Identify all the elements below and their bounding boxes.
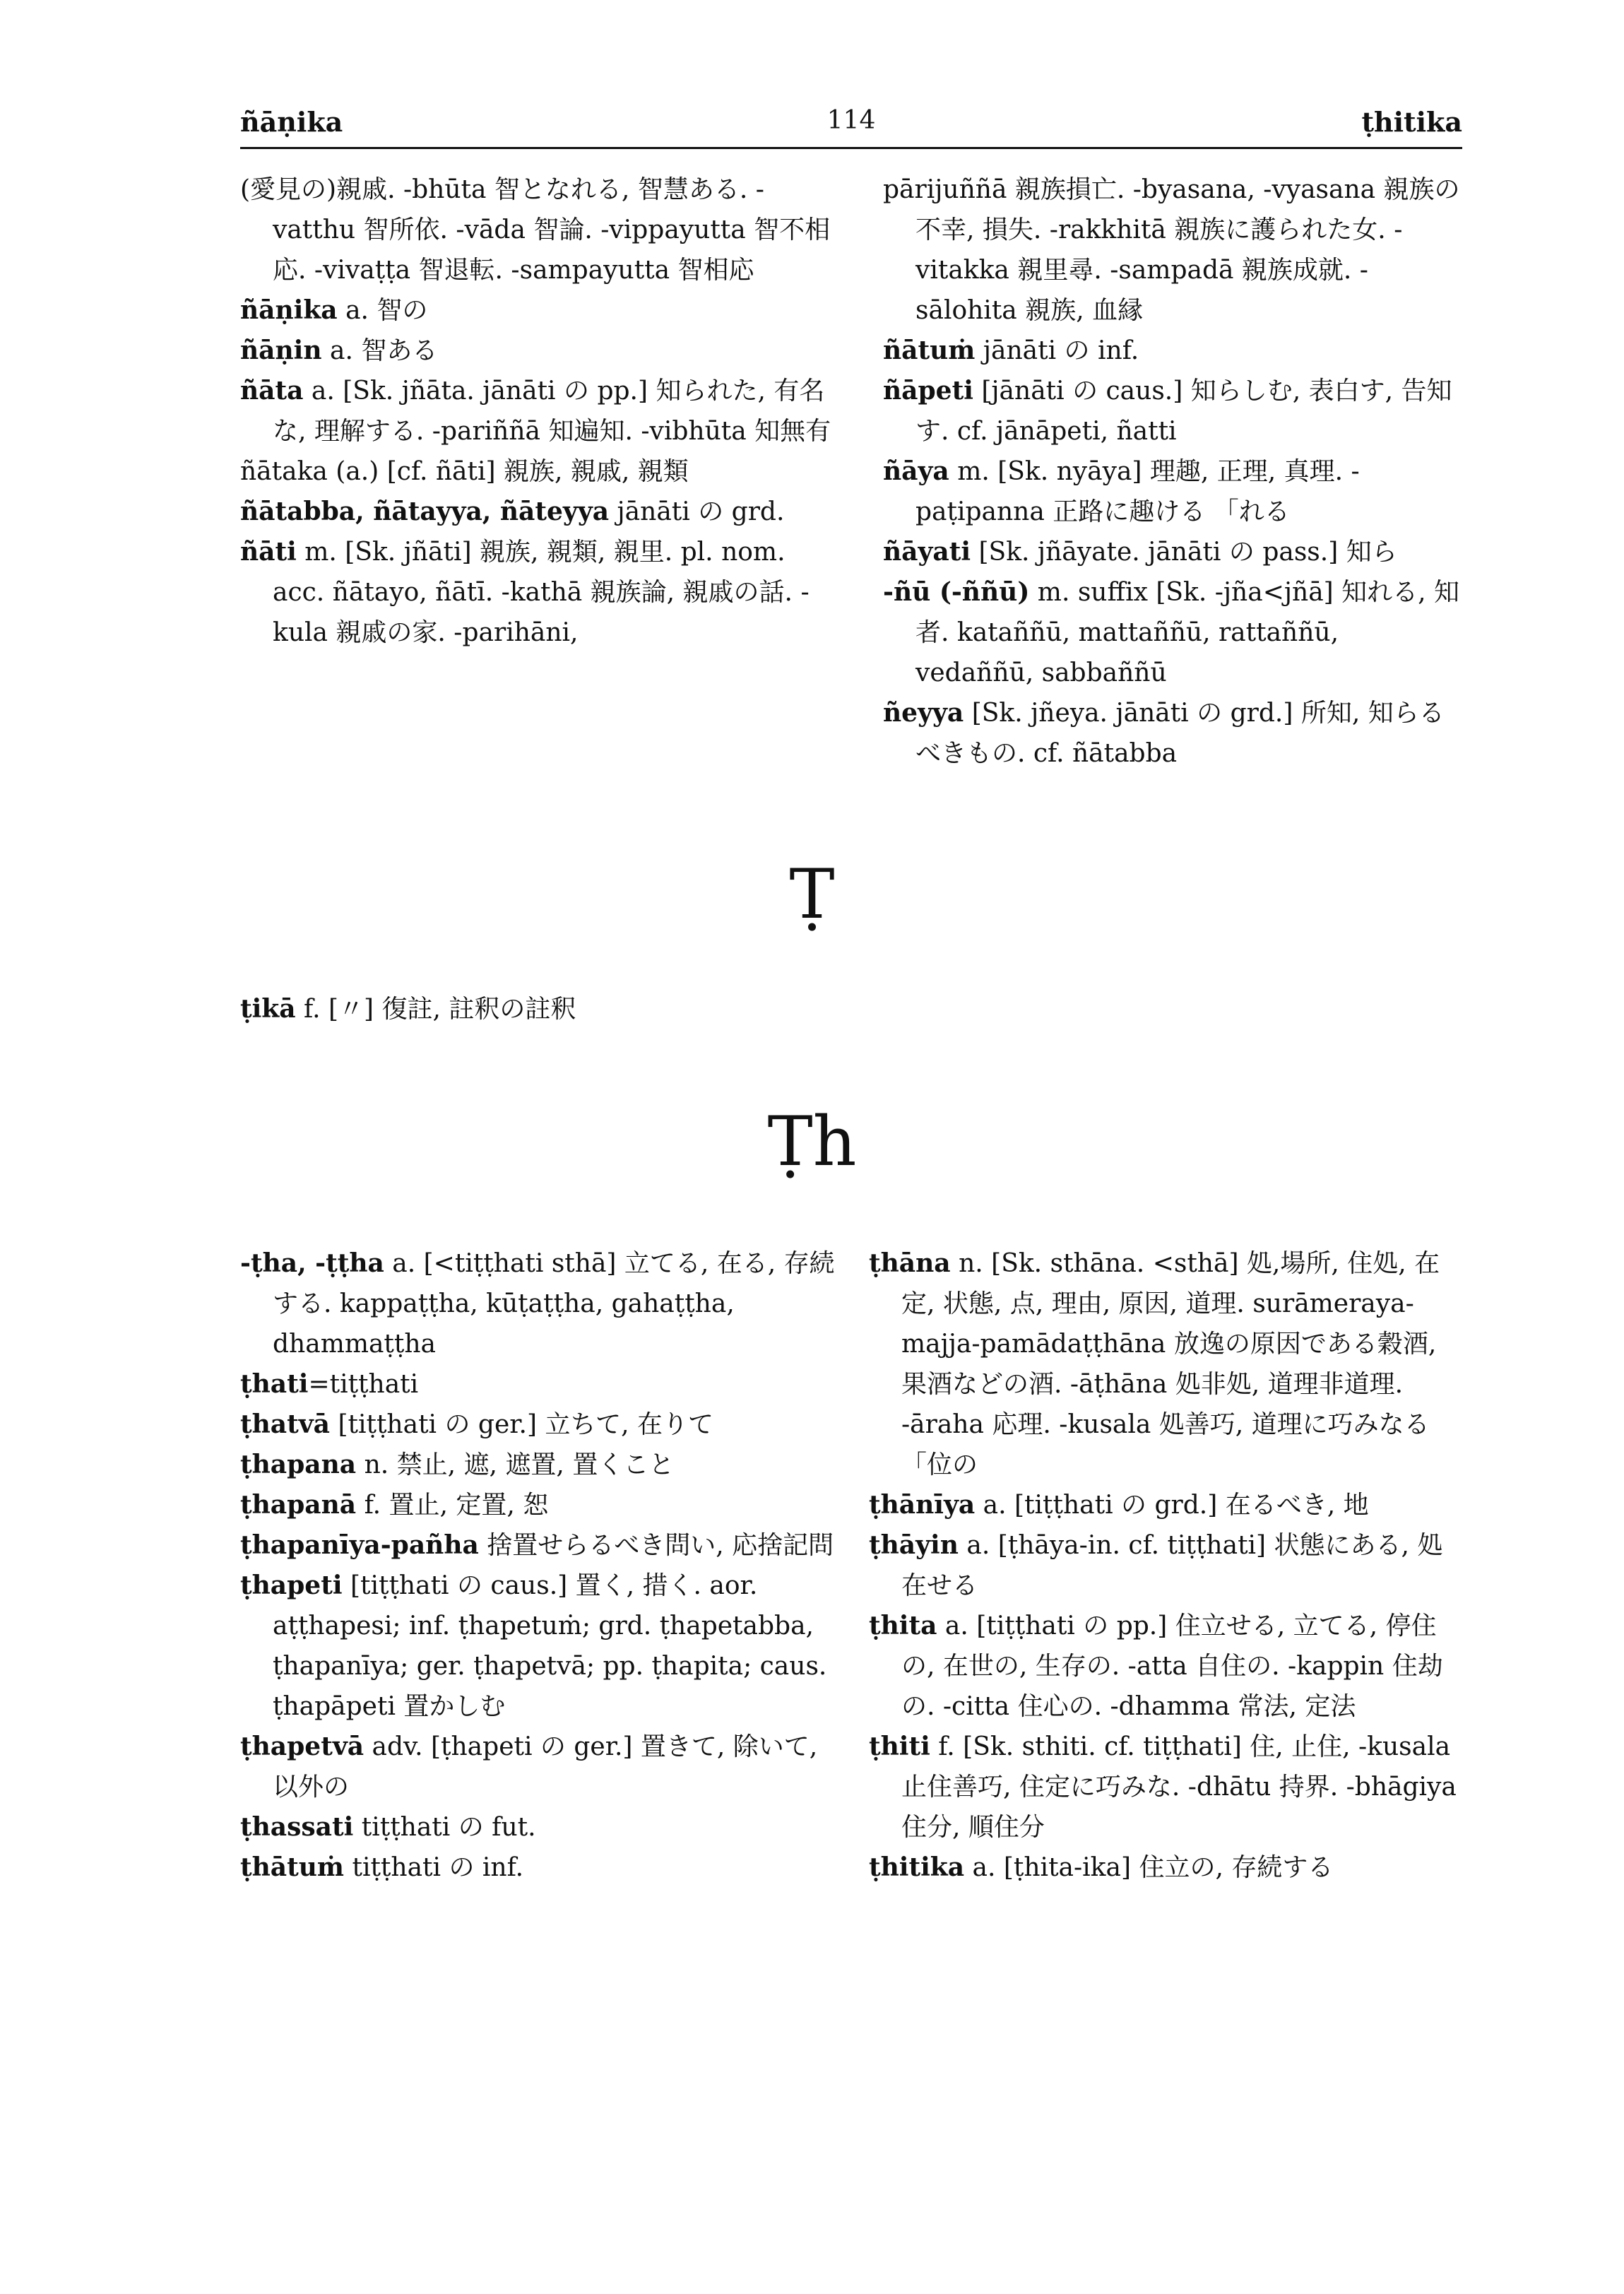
dictionary-entry xyxy=(240,1445,841,1485)
headword: ṭhati xyxy=(240,1369,309,1399)
page-header xyxy=(240,106,1462,148)
entry-definition: 捨置せらるべき問い, 応捨記問 xyxy=(478,1531,834,1560)
headword: -ñū (-ññū) xyxy=(883,577,1030,607)
header-left-guideword: ñāṇika xyxy=(240,106,343,138)
bottom-left-column xyxy=(240,1243,841,1888)
entry-definition: ñātaka (a.) [cf. ñāti] 親族, 親戚, 親類 xyxy=(240,457,689,486)
headword: ṭhapetvā xyxy=(240,1732,364,1761)
dictionary-entry xyxy=(240,1566,841,1727)
dictionary-entry xyxy=(883,451,1462,532)
headword: ñāti xyxy=(240,537,297,567)
entry-definition: a. 智の xyxy=(337,296,428,325)
headword: ṭhapana xyxy=(240,1450,357,1479)
dictionary-entry xyxy=(240,170,841,290)
dictionary-entry xyxy=(883,331,1462,371)
entry-definition: (愛見の)親戚. -bhūta 智となれる, 智慧ある. -vatthu 智所依. -vāda 智論. -vippayutta 智不相応. -vivaṭṭa 智退転. -sampayutta 智相応 xyxy=(240,175,831,285)
entry-definition: tiṭṭhati の inf. xyxy=(344,1853,524,1882)
entry-definition: [Sk. jñeya. jānāti の grd.] 所知, 知らるべきもの. cf. ñātabba xyxy=(915,699,1445,768)
entry-definition: =tiṭṭhati xyxy=(308,1370,419,1399)
headword: ṭhita xyxy=(869,1611,937,1640)
dictionary-entry xyxy=(240,1847,841,1888)
header-rule xyxy=(240,147,1462,149)
entry-definition: jānāti の grd. xyxy=(609,497,785,526)
section-heading-th: Ṭh xyxy=(767,1102,857,1181)
dictionary-entry xyxy=(883,572,1462,693)
top-left-column xyxy=(240,170,841,653)
entry-definition: jānāti の inf. xyxy=(975,336,1139,365)
entry-definition: [jānāti の caus.] 知らしむ, 表白す, 告知す. cf. jānāpeti, ñatti xyxy=(915,377,1452,446)
headword: ñāṇin xyxy=(240,336,322,365)
dictionary-entry xyxy=(869,1727,1462,1847)
dictionary-entry xyxy=(240,451,841,492)
entry-definition: m. [Sk. nyāya] 理趣, 正理, 真理. -paṭipanna 正路に趣ける 「れる xyxy=(915,457,1360,526)
dictionary-entry xyxy=(240,989,576,1029)
headword: ṭhatvā xyxy=(240,1409,331,1439)
dictionary-entry xyxy=(883,170,1462,331)
headword: ṭhānīya xyxy=(869,1490,976,1520)
entry-definition: n. 禁止, 遮, 遮置, 置くこと xyxy=(356,1450,675,1479)
dictionary-entry xyxy=(240,492,841,532)
headword: ṭhapanīya-pañha xyxy=(240,1530,479,1560)
dictionary-entry xyxy=(240,532,841,653)
entry-definition: tiṭṭhati の fut. xyxy=(353,1813,536,1842)
entry-definition: pārijuññā 親族損亡. -byasana, -vyasana 親族の不幸, 損失. -rakkhitā 親族に護られた女. -vitakka 親里尋. -sampadā 親族成就. -sālohita 親族, 血縁 xyxy=(883,175,1460,325)
dictionary-entry xyxy=(883,532,1462,572)
entry-definition: a. 智ある xyxy=(321,336,438,365)
dictionary-entry xyxy=(240,1485,841,1525)
entry-definition: a. [Sk. jñāta. jānāti の pp.] 知られた, 有名な, 理解する. -pariññā 知遍知. -vibhūta 知無有 xyxy=(273,377,831,446)
headword: ṭhāyin xyxy=(869,1530,959,1560)
entry-definition: a. [tiṭṭhati の pp.] 住立せる, 立てる, 停住の, 在世の, 生存の. -atta 自住の. -kappin 住劫の. -citta 住心の. -dhamma 常法, 定法 xyxy=(901,1612,1443,1721)
dictionary-entry xyxy=(240,1807,841,1847)
dictionary-entry xyxy=(869,1847,1462,1888)
headword: -ṭha, -ṭṭha xyxy=(240,1248,384,1278)
headword: ñāpeti xyxy=(883,376,973,406)
headword: ṭhitika xyxy=(869,1852,965,1882)
entry-definition: m. suffix [Sk. -jña<jñā] 知れる, 知者. kataññū, mattaññū, rattaññū, vedaññū, sabbaññū xyxy=(915,578,1460,687)
dictionary-entry xyxy=(869,1606,1462,1727)
entry-definition: [tiṭṭhati の ger.] 立ちて, 在りて xyxy=(330,1410,713,1439)
entry-definition: adv. [ṭhapeti の ger.] 置きて, 除いて, 以外の xyxy=(273,1732,818,1802)
headword: ṭhapanā xyxy=(240,1490,357,1520)
headword: ṭhiti xyxy=(869,1732,930,1761)
entry-definition: f. [〃] 復註, 註釈の註釈 xyxy=(295,995,576,1024)
dictionary-entry xyxy=(240,1243,841,1364)
dictionary-entry xyxy=(883,371,1462,451)
entry-definition: m. [Sk. jñāti] 親族, 親類, 親里. pl. nom. acc. ñātayo, ñātī. -kathā 親族論, 親戚の話. -kula 親戚の家. -parihāni, xyxy=(273,538,810,647)
dictionary-entry xyxy=(883,693,1462,774)
entry-definition: f. 置止, 定置, 恕 xyxy=(356,1491,549,1520)
top-right-column xyxy=(883,170,1462,774)
page-number: 114 xyxy=(826,106,876,135)
entry-definition: n. [Sk. sthāna. <sthā] 処,場所, 住処, 在定, 状態, 点, 理由, 原因, 道理. surāmeraya-majja-pamādaṭṭhāna 放逸の原因である穀酒, 果酒などの酒. -āṭhāna 処非処, 道理非道理. -āraha 応理. -kusala 処善巧, 道理に巧みなる 「位の xyxy=(901,1249,1440,1479)
dictionary-entry xyxy=(240,331,841,371)
headword: ṭhātuṁ xyxy=(240,1852,345,1882)
headword: ñāyati xyxy=(883,537,971,567)
entry-definition: a. [ṭhita-ika] 住立の, 存続する xyxy=(964,1853,1334,1882)
dictionary-entry xyxy=(869,1525,1462,1606)
header-right-guideword: ṭhitika xyxy=(1361,106,1462,138)
dictionary-entry xyxy=(240,1405,841,1445)
entry-definition: f. [Sk. sthiti. cf. tiṭṭhati] 住, 止住, -kusala 止住善巧, 住定に巧みな. -dhātu 持界. -bhāgiya 住分, 順住分 xyxy=(901,1732,1457,1842)
headword: ñātuṁ xyxy=(883,336,976,365)
headword: ñātabba, ñātayya, ñāteyya xyxy=(240,497,610,526)
dictionary-entry xyxy=(240,371,841,451)
dictionary-entry xyxy=(240,1364,841,1405)
entry-definition: a. [<tiṭṭhati sthā] 立てる, 在る, 存続する. kappaṭṭha, kūṭaṭṭha, gahaṭṭha, dhammaṭṭha xyxy=(273,1249,835,1359)
headword: ñāta xyxy=(240,376,304,406)
headword: ṭikā xyxy=(240,994,296,1024)
dictionary-entry xyxy=(240,1727,841,1807)
headword: ñeyya xyxy=(883,698,964,728)
headword: ṭhāna xyxy=(869,1248,951,1278)
headword: ṭhassati xyxy=(240,1812,354,1842)
entry-definition: a. [ṭhāya-in. cf. tiṭṭhati] 状態にある, 処在せる xyxy=(901,1531,1443,1600)
headword: ṭhapeti xyxy=(240,1571,343,1600)
dictionary-entry xyxy=(240,1525,841,1566)
entry-definition: a. [tiṭṭhati の grd.] 在るべき, 地 xyxy=(975,1491,1369,1520)
entry-definition: [tiṭṭhati の caus.] 置く, 措く. aor. aṭṭhapesi; inf. ṭhapetuṁ; grd. ṭhapetabba, ṭhapanīya; ger. ṭhapetvā; pp. ṭhapita; caus. ṭhapāpeti 置かしむ xyxy=(273,1571,827,1721)
bottom-right-column xyxy=(869,1243,1462,1888)
dictionary-entry xyxy=(240,290,841,331)
entry-definition: [Sk. jñāyate. jānāti の pass.] 知ら xyxy=(971,538,1397,567)
headword: ñāṇika xyxy=(240,295,338,325)
section-heading-t: Ṭ xyxy=(789,855,835,934)
dictionary-entry xyxy=(869,1243,1462,1485)
headword: ñāya xyxy=(883,456,949,486)
dictionary-entry xyxy=(869,1485,1462,1525)
